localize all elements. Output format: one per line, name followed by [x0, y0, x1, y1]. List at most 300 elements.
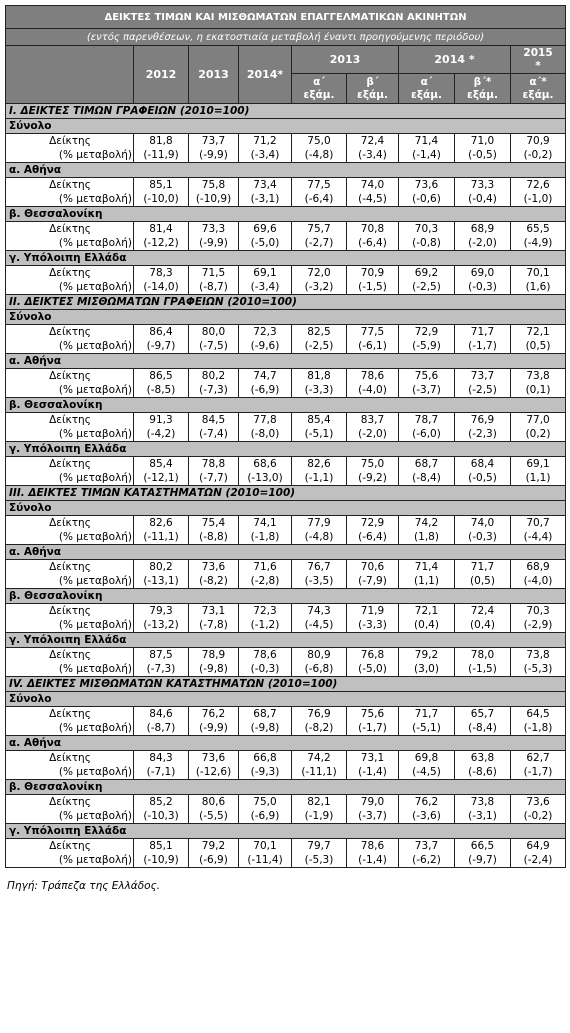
value-cell	[292, 222, 347, 251]
change-value: (-10,9)	[195, 193, 232, 205]
index-value: 72,1	[414, 605, 439, 617]
change-value: (-12,2)	[143, 237, 179, 249]
group-row	[6, 207, 566, 222]
change-value: (-8,7)	[146, 722, 176, 734]
row-label-index: Δείκτης	[49, 708, 91, 720]
index-value: 65,5	[526, 223, 550, 235]
index-value: 75,7	[307, 223, 331, 235]
change-value: (-1,7)	[523, 766, 553, 778]
row-label-index: Δείκτης	[49, 179, 91, 191]
value-cell	[134, 795, 189, 824]
index-value: 78,6	[253, 649, 277, 661]
value-cell	[399, 839, 455, 868]
change-value: (-4,5)	[358, 193, 387, 205]
change-value: (-9,3)	[250, 766, 280, 778]
change-value: (1,6)	[525, 281, 551, 293]
value-cell	[239, 457, 292, 486]
change-value: (-9,2)	[358, 472, 387, 484]
change-value: (-6,8)	[304, 663, 334, 675]
group-row	[6, 398, 566, 413]
index-value: 78,0	[470, 649, 495, 661]
header-2013-h2-line2: εξάμ.	[357, 88, 388, 101]
group-title: Σύνολο	[6, 692, 566, 707]
value-cell	[399, 751, 455, 780]
value-cell	[292, 707, 347, 736]
change-value: (-2,0)	[358, 428, 387, 440]
index-value: 85,4	[149, 458, 173, 470]
value-cell	[134, 560, 189, 589]
change-value: (-4,4)	[523, 531, 553, 543]
group-title: β. Θεσσαλονίκη	[6, 398, 566, 413]
index-value: 73,8	[526, 370, 550, 382]
index-value: 80,9	[307, 649, 331, 661]
index-value: 75,6	[414, 370, 439, 382]
change-value: (-3,7)	[412, 384, 441, 396]
value-cell	[455, 369, 511, 398]
group-title: β. Θεσσαλονίκη	[6, 589, 566, 604]
change-value: (-1,8)	[523, 722, 553, 734]
value-cell	[399, 795, 455, 824]
change-value: (-3,5)	[304, 575, 334, 587]
change-value: (-0,2)	[523, 810, 553, 822]
index-value: 80,6	[201, 796, 226, 808]
value-cell	[239, 266, 292, 295]
index-value: 76,7	[307, 561, 331, 573]
change-value: (-13,1)	[143, 575, 179, 587]
change-value: (-9,7)	[146, 340, 176, 352]
group-row	[6, 824, 566, 839]
index-value: 77,0	[526, 414, 550, 426]
header-row-1	[6, 46, 566, 74]
value-cell	[511, 178, 566, 207]
group-row	[6, 780, 566, 795]
index-value: 73,8	[470, 796, 495, 808]
change-value: (-8,2)	[199, 575, 228, 587]
row-label-cell	[6, 266, 134, 295]
title-row	[6, 6, 566, 29]
value-cell	[347, 560, 399, 589]
row-label-cell	[6, 413, 134, 442]
change-value: (-2,3)	[468, 428, 497, 440]
value-cell	[134, 266, 189, 295]
index-value: 71,4	[414, 561, 439, 573]
index-value: 68,4	[470, 458, 495, 470]
row-label-change: (% μεταβολή)	[58, 149, 132, 161]
index-value: 79,0	[360, 796, 385, 808]
change-value: (-0,3)	[468, 281, 497, 293]
group-row	[6, 736, 566, 751]
value-cell	[455, 222, 511, 251]
value-cell	[455, 839, 511, 868]
index-value: 72,1	[526, 326, 550, 338]
change-value: (-9,8)	[250, 722, 280, 734]
section-row	[6, 677, 566, 692]
index-value: 74,7	[253, 370, 277, 382]
value-cell	[347, 325, 399, 354]
row-label-index: Δείκτης	[49, 752, 91, 764]
value-cell	[455, 266, 511, 295]
index-value: 73,8	[526, 649, 550, 661]
data-row	[6, 707, 566, 736]
row-label-change: (% μεταβολή)	[58, 472, 132, 484]
value-cell	[347, 751, 399, 780]
index-value: 81,8	[307, 370, 331, 382]
change-value: (-12,6)	[195, 766, 232, 778]
change-value: (-3,6)	[412, 810, 441, 822]
change-value: (-1,8)	[250, 531, 280, 543]
value-cell	[511, 648, 566, 677]
index-value: 68,7	[414, 458, 439, 470]
row-label-cell	[6, 707, 134, 736]
index-value: 68,9	[526, 561, 550, 573]
index-value: 78,9	[201, 649, 226, 661]
index-value: 85,4	[307, 414, 331, 426]
real-estate-indices-table	[5, 5, 566, 868]
header-2014-h2	[455, 74, 511, 104]
header-2014-h1-line1: α΄	[420, 75, 433, 88]
value-cell	[292, 413, 347, 442]
group-row	[6, 545, 566, 560]
value-cell	[292, 751, 347, 780]
change-value: (-10,0)	[143, 193, 179, 205]
row-label-cell	[6, 325, 134, 354]
value-cell	[347, 178, 399, 207]
change-value: (-6,4)	[358, 531, 387, 543]
header-2013-h1-line2: εξάμ.	[303, 88, 335, 101]
index-value: 72,3	[253, 326, 277, 338]
value-cell	[239, 751, 292, 780]
value-cell	[239, 648, 292, 677]
value-cell	[189, 178, 239, 207]
value-cell	[134, 325, 189, 354]
value-cell	[134, 134, 189, 163]
data-row	[6, 222, 566, 251]
index-value: 70,9	[526, 135, 550, 147]
value-cell	[455, 457, 511, 486]
change-value: (3,0)	[414, 663, 439, 675]
header-2014-h1-line2: εξάμ.	[411, 88, 442, 101]
index-value: 73,7	[201, 135, 226, 147]
change-value: (-2,5)	[412, 281, 441, 293]
index-value: 71,9	[360, 605, 385, 617]
value-cell	[347, 222, 399, 251]
change-value: (-7,1)	[146, 766, 176, 778]
index-value: 80,2	[149, 561, 173, 573]
index-value: 75,0	[360, 458, 385, 470]
value-cell	[239, 839, 292, 868]
index-value: 82,6	[149, 517, 173, 529]
change-value: (-6,4)	[304, 193, 334, 205]
row-label-cell	[6, 648, 134, 677]
index-value: 79,2	[414, 649, 439, 661]
value-cell	[189, 369, 239, 398]
change-value: (-0,2)	[523, 149, 553, 161]
value-cell	[239, 604, 292, 633]
index-value: 86,5	[149, 370, 173, 382]
index-value: 77,5	[360, 326, 385, 338]
row-label-cell	[6, 178, 134, 207]
row-label-index: Δείκτης	[49, 267, 91, 279]
change-value: (-3,7)	[358, 810, 387, 822]
index-value: 85,2	[149, 796, 173, 808]
data-row	[6, 266, 566, 295]
index-value: 85,1	[149, 840, 173, 852]
index-value: 68,9	[470, 223, 495, 235]
index-value: 74,1	[253, 517, 277, 529]
change-value: (-1,4)	[358, 766, 387, 778]
index-value: 71,7	[470, 326, 495, 338]
header-group-2014: 2014 *	[399, 46, 511, 74]
value-cell	[399, 648, 455, 677]
change-value: (-8,2)	[304, 722, 334, 734]
change-value: (-3,1)	[468, 810, 497, 822]
change-value: (-11,1)	[143, 531, 179, 543]
index-value: 84,6	[149, 708, 173, 720]
index-value: 66,8	[253, 752, 277, 764]
index-value: 69,8	[414, 752, 439, 764]
value-cell	[399, 134, 455, 163]
value-cell	[347, 457, 399, 486]
value-cell	[511, 413, 566, 442]
value-cell	[292, 266, 347, 295]
value-cell	[455, 560, 511, 589]
group-title: γ. Υπόλοιπη Ελλάδα	[6, 442, 566, 457]
section-row	[6, 486, 566, 501]
change-value: (-0,5)	[468, 149, 497, 161]
index-value: 70,9	[360, 267, 385, 279]
group-row	[6, 310, 566, 325]
value-cell	[455, 178, 511, 207]
index-value: 75,8	[201, 179, 226, 191]
index-value: 85,1	[149, 179, 173, 191]
change-value: (-9,6)	[250, 340, 280, 352]
row-label-index: Δείκτης	[49, 649, 91, 661]
change-value: (-1,4)	[358, 854, 387, 866]
change-value: (-5,0)	[250, 237, 280, 249]
change-value: (-14,0)	[143, 281, 179, 293]
change-value: (-12,1)	[143, 472, 179, 484]
data-row	[6, 134, 566, 163]
change-value: (-2,4)	[523, 854, 553, 866]
change-value: (0,4)	[470, 619, 495, 631]
header-year-2015-line2: *	[535, 59, 541, 72]
value-cell	[292, 839, 347, 868]
table-title: ΔΕΙΚΤΕΣ ΤΙΜΩΝ ΚΑΙ ΜΙΣΘΩΜΑΤΩΝ ΕΠΑΓΓΕΛΜΑΤΙΚΩΝ ΑΚΙΝΗΤΩΝ	[6, 6, 566, 29]
header-2015-h1-line1: α΄*	[529, 75, 547, 88]
index-value: 81,8	[149, 135, 173, 147]
value-cell	[134, 369, 189, 398]
change-value: (1,1)	[414, 575, 439, 587]
index-value: 80,2	[201, 370, 226, 382]
index-value: 80,0	[201, 326, 226, 338]
index-value: 79,7	[307, 840, 331, 852]
index-value: 73,3	[201, 223, 226, 235]
value-cell	[189, 839, 239, 868]
data-row	[6, 751, 566, 780]
index-value: 72,9	[414, 326, 439, 338]
index-value: 66,5	[470, 840, 495, 852]
index-value: 83,7	[360, 414, 385, 426]
index-value: 86,4	[149, 326, 173, 338]
change-value: (-8,4)	[468, 722, 497, 734]
header-year-2015-line1: 2015	[523, 46, 553, 59]
change-value: (-7,8)	[199, 619, 228, 631]
group-title: γ. Υπόλοιπη Ελλάδα	[6, 251, 566, 266]
index-value: 65,7	[470, 708, 495, 720]
value-cell	[134, 178, 189, 207]
index-value: 73,6	[414, 179, 439, 191]
index-value: 63,8	[470, 752, 495, 764]
change-value: (-13,0)	[247, 472, 283, 484]
row-label-cell	[6, 795, 134, 824]
change-value: (-9,9)	[199, 149, 228, 161]
index-value: 70,7	[526, 517, 550, 529]
index-value: 73,3	[470, 179, 495, 191]
change-value: (-4,8)	[304, 531, 334, 543]
data-row	[6, 795, 566, 824]
row-label-cell	[6, 222, 134, 251]
index-value: 75,0	[307, 135, 331, 147]
value-cell	[134, 751, 189, 780]
group-row	[6, 589, 566, 604]
group-title: Σύνολο	[6, 501, 566, 516]
change-value: (-6,2)	[412, 854, 441, 866]
index-value: 74,2	[414, 517, 439, 529]
change-value: (-2,5)	[468, 384, 497, 396]
change-value: (-3,4)	[250, 281, 280, 293]
index-value: 74,3	[307, 605, 331, 617]
group-row	[6, 633, 566, 648]
index-value: 76,9	[470, 414, 495, 426]
value-cell	[239, 369, 292, 398]
change-value: (-4,0)	[358, 384, 387, 396]
value-cell	[189, 457, 239, 486]
data-row	[6, 369, 566, 398]
value-cell	[399, 325, 455, 354]
value-cell	[511, 369, 566, 398]
change-value: (-4,0)	[523, 575, 553, 587]
index-value: 72,9	[360, 517, 385, 529]
value-cell	[511, 457, 566, 486]
index-value: 70,1	[253, 840, 277, 852]
index-value: 73,7	[470, 370, 495, 382]
change-value: (-9,7)	[468, 854, 497, 866]
change-value: (-13,2)	[143, 619, 179, 631]
index-value: 68,6	[253, 458, 277, 470]
section-title: II. ΔΕΙΚΤΕΣ ΜΙΣΘΩΜΑΤΩΝ ΓΡΑΦΕΙΩΝ (2010=100)	[6, 295, 566, 310]
group-title: Σύνολο	[6, 310, 566, 325]
value-cell	[399, 707, 455, 736]
index-value: 71,0	[470, 135, 495, 147]
value-cell	[189, 795, 239, 824]
row-label-change: (% μεταβολή)	[58, 854, 132, 866]
value-cell	[134, 839, 189, 868]
change-value: (-0,3)	[250, 663, 280, 675]
value-cell	[347, 604, 399, 633]
header-year-2013: 2013	[189, 46, 239, 104]
change-value: (-7,4)	[199, 428, 228, 440]
row-label-index: Δείκτης	[49, 414, 91, 426]
header-year-2012: 2012	[134, 46, 189, 104]
change-value: (-6,9)	[250, 810, 280, 822]
index-value: 84,3	[149, 752, 173, 764]
change-value: (-8,4)	[412, 472, 441, 484]
group-title: α. Αθήνα	[6, 354, 566, 369]
group-row	[6, 442, 566, 457]
value-cell	[134, 604, 189, 633]
change-value: (-8,0)	[250, 428, 280, 440]
section-title: I. ΔΕΙΚΤΕΣ ΤΙΜΩΝ ΓΡΑΦΕΙΩΝ (2010=100)	[6, 104, 566, 119]
value-cell	[511, 266, 566, 295]
index-value: 78,3	[149, 267, 173, 279]
data-row	[6, 560, 566, 589]
change-value: (-7,9)	[358, 575, 387, 587]
row-label-change: (% μεταβολή)	[58, 193, 132, 205]
value-cell	[292, 134, 347, 163]
value-cell	[239, 222, 292, 251]
value-cell	[189, 707, 239, 736]
row-label-index: Δείκτης	[49, 223, 91, 235]
row-label-change: (% μεταβολή)	[58, 766, 132, 778]
value-cell	[399, 222, 455, 251]
change-value: (-3,1)	[250, 193, 280, 205]
index-value: 82,5	[307, 326, 331, 338]
value-cell	[239, 560, 292, 589]
value-cell	[239, 413, 292, 442]
index-value: 70,6	[360, 561, 385, 573]
value-cell	[455, 751, 511, 780]
row-label-index: Δείκτης	[49, 605, 91, 617]
value-cell	[399, 413, 455, 442]
row-label-change: (% μεταβολή)	[58, 384, 132, 396]
value-cell	[347, 134, 399, 163]
row-label-index: Δείκτης	[49, 326, 91, 338]
index-value: 79,3	[149, 605, 173, 617]
change-value: (-4,8)	[304, 149, 334, 161]
index-value: 76,8	[360, 649, 385, 661]
value-cell	[347, 516, 399, 545]
change-value: (-3,4)	[250, 149, 280, 161]
change-value: (-8,8)	[199, 531, 228, 543]
row-label-change: (% μεταβολή)	[58, 531, 132, 543]
header-year-2014: 2014*	[239, 46, 292, 104]
row-label-cell	[6, 839, 134, 868]
change-value: (-9,9)	[199, 237, 228, 249]
value-cell	[511, 795, 566, 824]
index-value: 75,0	[253, 796, 277, 808]
change-value: (-2,7)	[304, 237, 334, 249]
value-cell	[189, 222, 239, 251]
data-row	[6, 839, 566, 868]
change-value: (0,1)	[525, 384, 551, 396]
index-value: 74,0	[470, 517, 495, 529]
group-title: β. Θεσσαλονίκη	[6, 207, 566, 222]
value-cell	[292, 457, 347, 486]
value-cell	[189, 134, 239, 163]
change-value: (-8,5)	[146, 384, 176, 396]
document	[5, 5, 565, 892]
group-title: β. Θεσσαλονίκη	[6, 780, 566, 795]
value-cell	[455, 648, 511, 677]
change-value: (-7,7)	[199, 472, 228, 484]
value-cell	[399, 457, 455, 486]
data-row	[6, 516, 566, 545]
value-cell	[134, 516, 189, 545]
source-note: Πηγή: Τράπεζα της Ελλάδος.	[7, 880, 161, 892]
row-label-change: (% μεταβολή)	[58, 575, 132, 587]
change-value: (-5,1)	[304, 428, 334, 440]
index-value: 71,2	[253, 135, 277, 147]
